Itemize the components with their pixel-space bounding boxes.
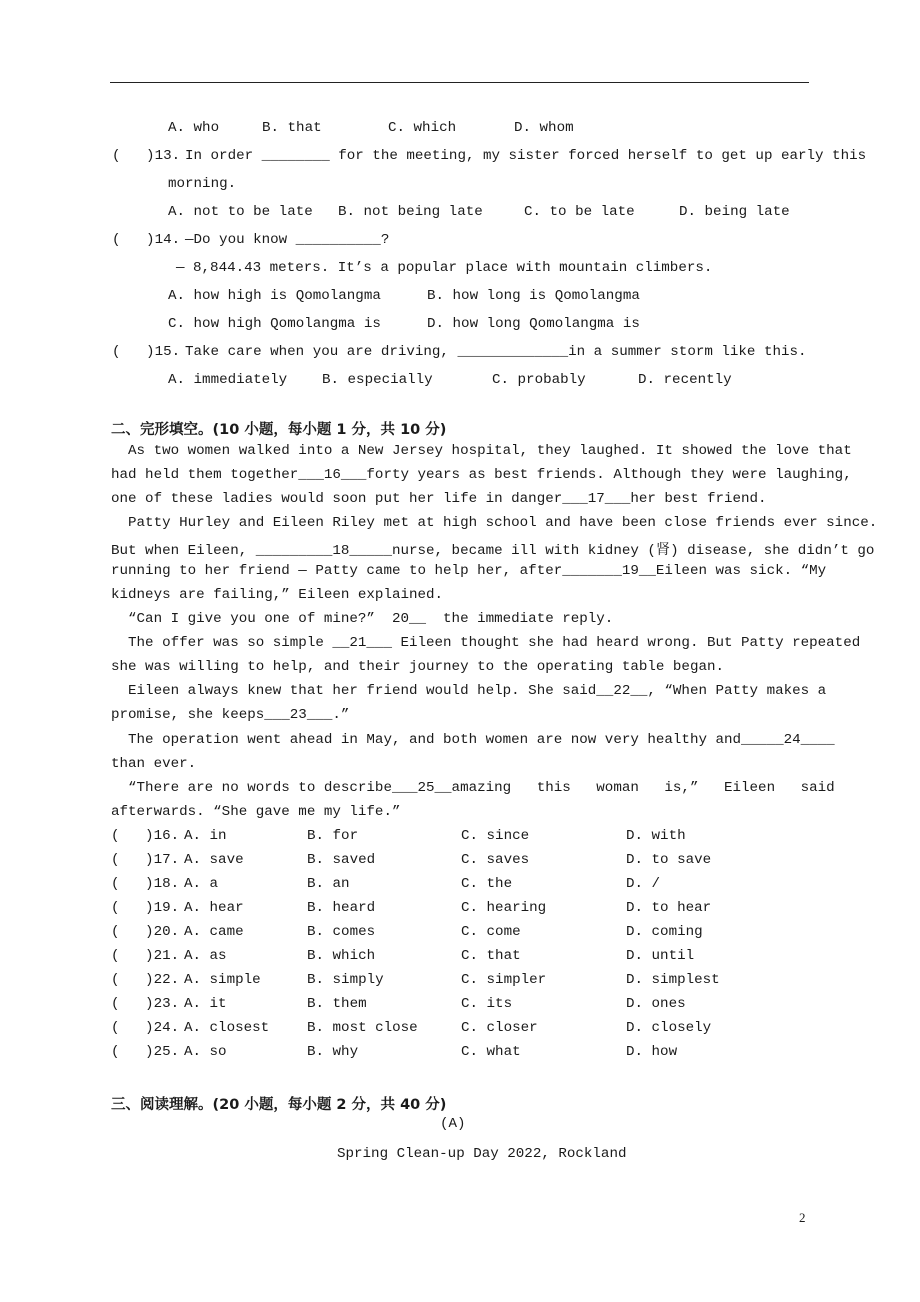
cloze-option-b: B. an bbox=[307, 876, 350, 892]
cloze-option-d: D. / bbox=[626, 876, 661, 892]
q13-option-a: A. not to be late bbox=[168, 204, 313, 220]
cloze-option-b: B. simply bbox=[307, 972, 384, 988]
cloze-option-c: C. simpler bbox=[461, 972, 547, 988]
cloze-question-number: ( )17. bbox=[111, 852, 180, 868]
q12-option-a: A. who bbox=[168, 120, 220, 136]
cloze-option-b: B. heard bbox=[307, 900, 376, 916]
cloze-option-a: A. as bbox=[184, 948, 227, 964]
passage-line: had held them together___16___forty years as best friends. Although they were laughing, bbox=[111, 467, 852, 483]
cloze-question-number: ( )25. bbox=[111, 1044, 180, 1060]
q12-option-b: B. that bbox=[262, 120, 322, 136]
q15-option-b: B. especially bbox=[322, 372, 433, 388]
cloze-option-c: C. hearing bbox=[461, 900, 547, 916]
cloze-option-b: B. for bbox=[307, 828, 359, 844]
cloze-option-a: A. save bbox=[184, 852, 244, 868]
passage-line: she was willing to help, and their journey to the operating table began. bbox=[111, 659, 724, 675]
q14-stem-line1: —Do you know __________? bbox=[185, 232, 390, 248]
q15-stem: Take care when you are driving, _____________in a summer storm like this. bbox=[185, 344, 807, 360]
cloze-option-c: C. its bbox=[461, 996, 513, 1012]
cloze-option-d: D. with bbox=[626, 828, 686, 844]
q13-stem-line1: In order ________ for the meeting, my sister forced herself to get up early this bbox=[185, 148, 867, 164]
cloze-option-d: D. how bbox=[626, 1044, 678, 1060]
cloze-option-d: D. simplest bbox=[626, 972, 720, 988]
cloze-option-a: A. so bbox=[184, 1044, 227, 1060]
passage-line: The operation went ahead in May, and both women are now very healthy and_____24____ bbox=[111, 732, 835, 748]
cloze-option-a: A. simple bbox=[184, 972, 261, 988]
q15-option-d: D. recently bbox=[638, 372, 732, 388]
cloze-option-b: B. why bbox=[307, 1044, 359, 1060]
cloze-option-a: A. it bbox=[184, 996, 227, 1012]
passage-line: than ever. bbox=[111, 756, 197, 772]
cloze-option-c: C. come bbox=[461, 924, 521, 940]
cloze-option-b: B. comes bbox=[307, 924, 376, 940]
passage-line: Patty Hurley and Eileen Riley met at high school and have been close friends ever since. bbox=[111, 515, 878, 531]
q14-option-c: C. how high Qomolangma is bbox=[168, 316, 381, 332]
cloze-option-d: D. to hear bbox=[626, 900, 712, 916]
q15-option-c: C. probably bbox=[492, 372, 586, 388]
cloze-question-number: ( )20. bbox=[111, 924, 180, 940]
q13-number: ( )13. bbox=[112, 148, 181, 164]
q15-option-a: A. immediately bbox=[168, 372, 288, 388]
cloze-option-b: B. which bbox=[307, 948, 376, 964]
cloze-option-d: D. closely bbox=[626, 1020, 712, 1036]
cloze-question-number: ( )18. bbox=[111, 876, 180, 892]
q14-option-a: A. how high is Qomolangma bbox=[168, 288, 381, 304]
passage-line: afterwards. “She gave me my life.” bbox=[111, 804, 401, 820]
cloze-option-a: A. hear bbox=[184, 900, 244, 916]
passage-line: kidneys are failing,” Eileen explained. bbox=[111, 587, 444, 603]
header-rule bbox=[110, 82, 809, 83]
passage-line: The offer was so simple __21___ Eileen thought she had heard wrong. But Patty repeated bbox=[111, 635, 861, 651]
cloze-option-a: A. came bbox=[184, 924, 244, 940]
q14-number: ( )14. bbox=[112, 232, 181, 248]
cloze-option-c: C. that bbox=[461, 948, 521, 964]
q15-number: ( )15. bbox=[112, 344, 181, 360]
q14-stem-line2: — 8,844.43 meters. It’s a popular place with mountain climbers. bbox=[176, 260, 713, 276]
q14-option-b: B. how long is Qomolangma bbox=[427, 288, 640, 304]
cloze-option-b: B. them bbox=[307, 996, 367, 1012]
cloze-option-d: D. to save bbox=[626, 852, 712, 868]
q12-option-c: C. which bbox=[388, 120, 457, 136]
passage-line: As two women walked into a New Jersey hospital, they laughed. It showed the love that bbox=[111, 443, 852, 459]
cloze-option-c: C. closer bbox=[461, 1020, 538, 1036]
cloze-option-b: B. saved bbox=[307, 852, 376, 868]
q12-option-d: D. whom bbox=[514, 120, 574, 136]
cloze-question-number: ( )22. bbox=[111, 972, 180, 988]
cloze-question-number: ( )21. bbox=[111, 948, 180, 964]
passage-line: “There are no words to describe___25__amazing this woman is,” Eileen said bbox=[111, 780, 835, 796]
passage-line: one of these ladies would soon put her life in danger___17___her best friend. bbox=[111, 491, 767, 507]
cloze-option-a: A. a bbox=[184, 876, 219, 892]
cloze-question-number: ( )19. bbox=[111, 900, 180, 916]
q13-option-d: D. being late bbox=[679, 204, 790, 220]
passage-line: Eileen always knew that her friend would help. She said__22__, “When Patty makes a bbox=[111, 683, 827, 699]
q13-option-c: C. to be late bbox=[524, 204, 635, 220]
passage-line: running to her friend — Patty came to help her, after_______19__Eileen was sick. “My bbox=[111, 563, 827, 579]
q14-option-d: D. how long Qomolangma is bbox=[427, 316, 640, 332]
cloze-option-a: A. closest bbox=[184, 1020, 270, 1036]
cloze-question-number: ( )24. bbox=[111, 1020, 180, 1036]
section3-subheading: (A) bbox=[440, 1116, 466, 1132]
passage-line: But when Eileen, _________18_____nurse, became ill with kidney (肾) disease, she didn’t go bbox=[111, 543, 875, 559]
cloze-question-number: ( )23. bbox=[111, 996, 180, 1012]
cloze-option-b: B. most close bbox=[307, 1020, 418, 1036]
q13-option-b: B. not being late bbox=[338, 204, 483, 220]
cloze-option-c: C. the bbox=[461, 876, 513, 892]
cloze-option-d: D. ones bbox=[626, 996, 686, 1012]
passage-line: promise, she keeps___23___.” bbox=[111, 707, 350, 723]
section2-heading: 二、完形填空。(10 小题，每小题 1 分，共 10 分) bbox=[111, 422, 447, 438]
cloze-option-d: D. until bbox=[626, 948, 695, 964]
cloze-option-c: C. what bbox=[461, 1044, 521, 1060]
cloze-option-a: A. in bbox=[184, 828, 227, 844]
section3-heading: 三、阅读理解。(20 小题，每小题 2 分，共 40 分) bbox=[111, 1097, 447, 1113]
cloze-option-c: C. since bbox=[461, 828, 530, 844]
q13-stem-line2: morning. bbox=[168, 176, 237, 192]
cloze-option-d: D. coming bbox=[626, 924, 703, 940]
passage-a-title: Spring Clean-up Day 2022, Rockland bbox=[337, 1146, 627, 1162]
passage-line: “Can I give you one of mine?” 20__ the immediate reply. bbox=[111, 611, 614, 627]
page-number: 2 bbox=[799, 1210, 806, 1225]
cloze-option-c: C. saves bbox=[461, 852, 530, 868]
cloze-question-number: ( )16. bbox=[111, 828, 180, 844]
